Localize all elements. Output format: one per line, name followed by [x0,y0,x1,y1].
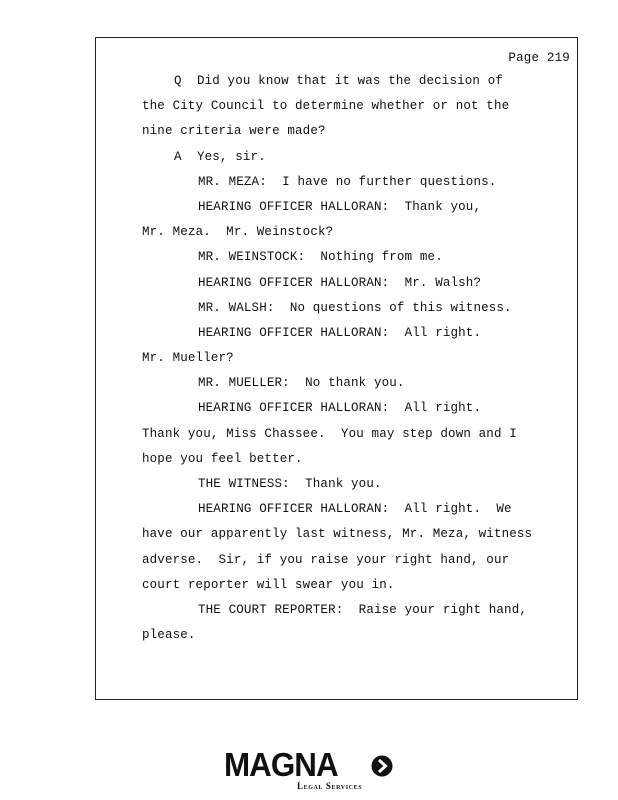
transcript-line: nine criteria were made? [142,124,326,139]
transcript-line: MR. WALSH: No questions of this witness. [198,300,512,315]
logo-subtitle: Legal Services [297,781,363,791]
circle-arrow-icon [371,755,393,777]
transcript-line: adverse. Sir, if you raise your right hand, our [142,552,510,567]
transcript-line: Thank you, Miss Chassee. You may step down and I [142,426,517,441]
transcript-line: Q Did you know that it was the decision of [174,74,504,88]
page-number: Page 219 [508,51,570,65]
transcript-line: HEARING OFFICER HALLORAN: All right. [198,325,482,340]
transcript-line: Mr. Mueller? [142,351,234,366]
transcript-line: hope you feel better. [142,451,303,466]
transcript-line: court reporter will swear you in. [142,577,395,592]
transcript-line: HEARING OFFICER HALLORAN: All right. [198,401,482,416]
transcript-line: MR. WEINSTOCK: Nothing from me. [198,250,443,265]
transcript-line: THE COURT REPORTER: Raise your right hand, [198,602,528,617]
transcript-page [95,37,578,700]
transcript-line: MR. MEZA: I have no further questions. [198,174,497,189]
transcript-line: HEARING OFFICER HALLORAN: All right. We [198,502,512,517]
transcript-line: Mr. Meza. Mr. Weinstock? [142,225,334,240]
transcript-line: please. [142,628,196,643]
transcript-line: A Yes, sir. [174,149,266,164]
transcript-line: HEARING OFFICER HALLORAN: Mr. Walsh? [198,275,482,290]
transcript-line: the City Council to determine whether or not the [142,99,510,114]
magna-logo [224,748,396,794]
logo-wordmark: MAGNA [224,746,338,783]
transcript-line: HEARING OFFICER HALLORAN: Thank you, [198,199,482,214]
transcript-line: have our apparently last witness, Mr. Meza, witness [142,527,533,542]
transcript-line: THE WITNESS: Thank you. [198,477,382,491]
transcript-line: MR. MUELLER: No thank you. [198,376,405,391]
transcript-body [142,73,572,652]
